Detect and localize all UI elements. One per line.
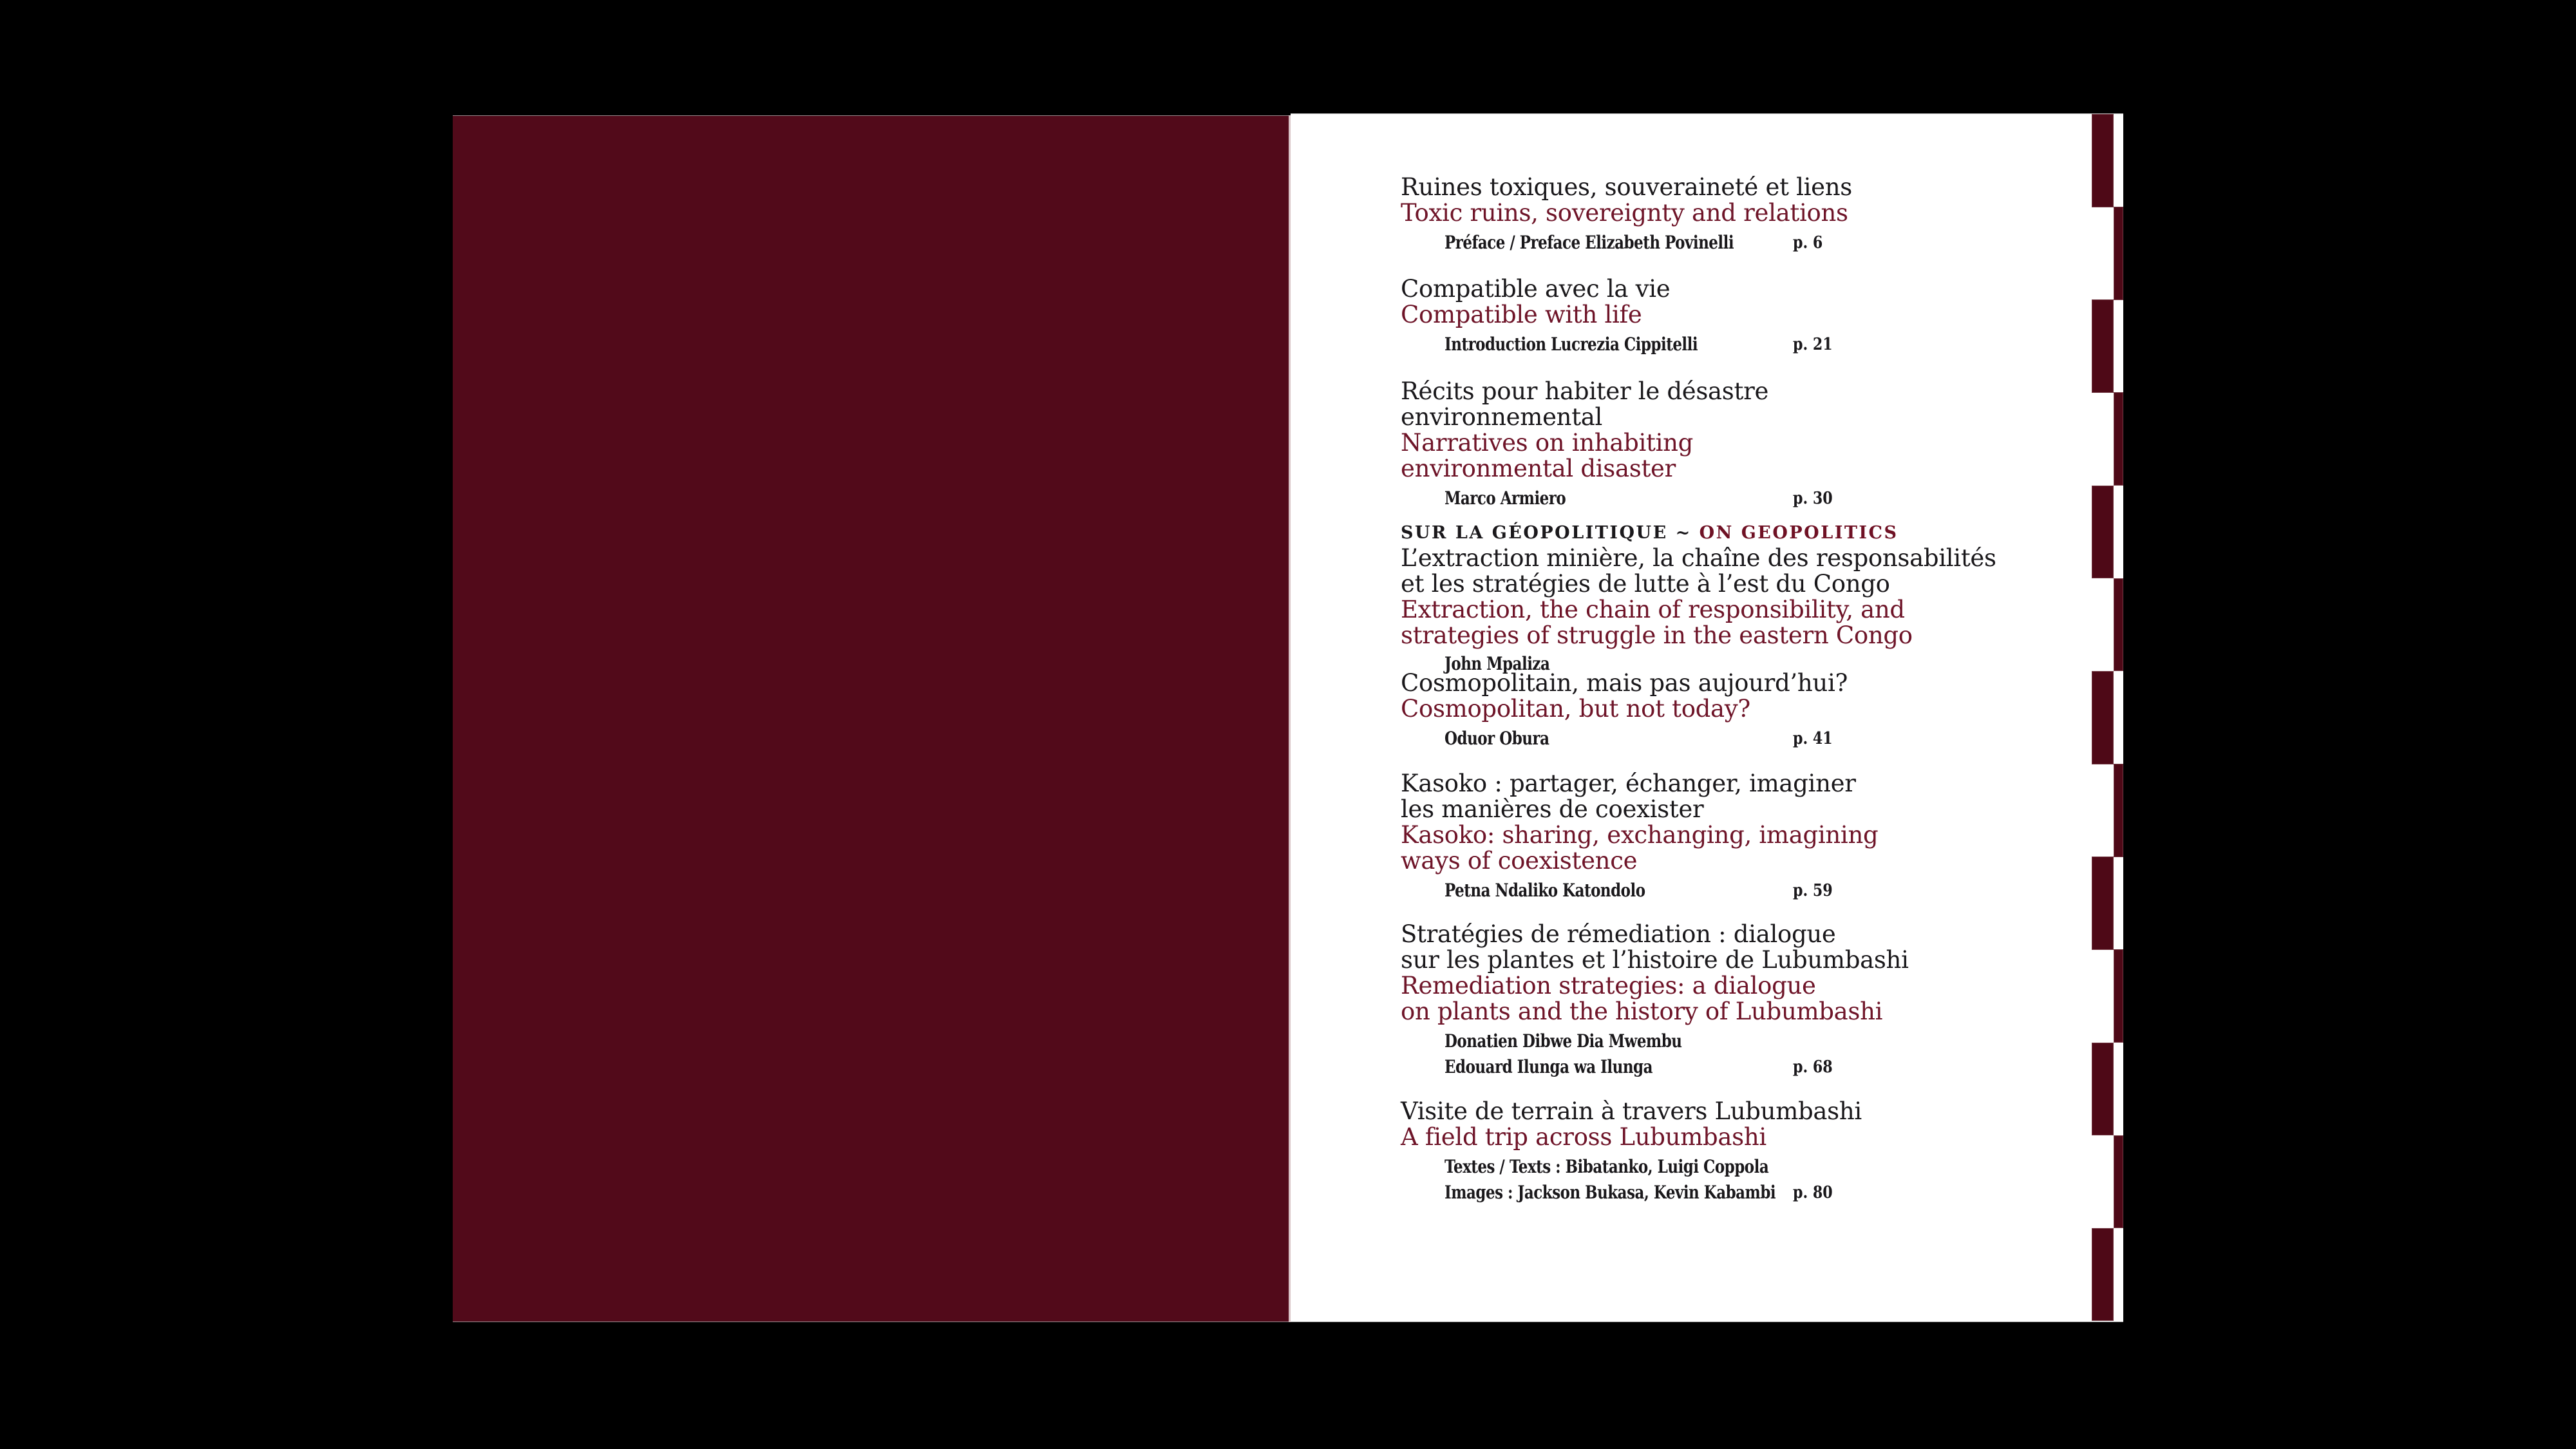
entry-title-en: A field trip across Lubumbashi <box>1401 1123 1766 1151</box>
edge-tab-outer <box>2114 207 2123 300</box>
entry-title-en: on plants and the history of Lubumbashi <box>1401 998 1883 1025</box>
edge-tab-inner <box>2092 857 2114 950</box>
section-header-en: ON GEOPOLITICS <box>1699 523 1899 543</box>
edge-tab-outer <box>2114 1135 2123 1229</box>
credit-text: Introduction Lucrezia Cippitelli <box>1444 334 1698 355</box>
entry-title-en: Cosmopolitan, but not today? <box>1401 695 1750 723</box>
entry-title-fr: et les stratégies de lutte à l’est du Congo <box>1401 570 1890 598</box>
page-number: p. 68 <box>1793 1057 1833 1077</box>
page-edge-tabs <box>2092 114 2123 1321</box>
entry-title-fr: Stratégies de rémediation : dialogue <box>1401 920 1836 948</box>
entry-title-en: strategies of struggle in the eastern Congo <box>1401 621 1913 649</box>
entry-credits <box>1401 486 2090 511</box>
entry-title-fr: environnemental <box>1401 403 1603 431</box>
toc-entry <box>1401 922 2090 1080</box>
credit-text: Oduor Obura <box>1444 728 1549 749</box>
page-number: p. 6 <box>1793 233 1823 252</box>
edge-tab-outer <box>2114 764 2123 857</box>
entry-title-fr: Compatible avec la vie <box>1401 275 1671 303</box>
credit-text: Donatien Dibwe Dia Mwembu <box>1444 1030 1682 1052</box>
entry-credits <box>1401 1154 2090 1206</box>
entry-title-fr: Cosmopolitain, mais pas aujourd’hui? <box>1401 669 1848 697</box>
toc-entry <box>1401 175 2090 256</box>
entry-title-en: Compatible with life <box>1401 301 1642 328</box>
section-header <box>1401 521 2090 545</box>
credit-row <box>1401 1154 2090 1180</box>
credit-row <box>1401 1054 2090 1080</box>
toc-entry <box>1401 276 2090 357</box>
credit-text: John Mpaliza <box>1444 653 1550 674</box>
entry-title-fr: les manières de coexister <box>1401 795 1704 823</box>
credit-row <box>1401 878 2090 904</box>
entry-title-fr: Kasoko : partager, échanger, imaginer <box>1401 770 1856 797</box>
left-page-maroon <box>453 115 1289 1322</box>
entry-credits <box>1401 332 2090 357</box>
toc-entry <box>1401 771 2090 904</box>
edge-tab-inner <box>2092 114 2114 207</box>
entry-title-en: Kasoko: sharing, exchanging, imagining <box>1401 821 1879 849</box>
credit-row <box>1401 1028 2090 1054</box>
credit-text: Petna Ndaliko Katondolo <box>1444 880 1645 901</box>
entry-title-en: Remediation strategies: a dialogue <box>1401 972 1816 999</box>
entry-credits <box>1401 1028 2090 1080</box>
edge-tab-inner <box>2092 1228 2114 1321</box>
entry-title-en: Narratives on inhabiting <box>1401 429 1694 457</box>
entry-title-fr: L’extraction minière, la chaîne des responsabilités <box>1401 544 1996 572</box>
toc-entry <box>1401 1099 2090 1206</box>
credit-text: Images : Jackson Bukasa, Kevin Kabambi <box>1444 1182 1776 1203</box>
credit-row <box>1401 230 2090 256</box>
toc-entry <box>1401 379 2090 511</box>
entry-title-fr: sur les plantes et l’histoire de Lubumbashi <box>1401 946 1909 974</box>
edge-tab-inner <box>2092 486 2114 579</box>
credit-row <box>1401 332 2090 357</box>
edge-tab-inner <box>2092 1043 2114 1136</box>
credit-text: Préface / Preface Elizabeth Povinelli <box>1444 232 1734 253</box>
right-page-toc <box>1291 113 2123 1322</box>
entry-credits <box>1401 230 2090 256</box>
page-number: p. 30 <box>1793 489 1833 508</box>
page-number: p. 21 <box>1793 335 1833 354</box>
edge-tab-outer <box>2114 578 2123 672</box>
page-number: p. 41 <box>1793 729 1833 748</box>
entry-title-en: environmental disaster <box>1401 455 1676 482</box>
entry-title-fr: Récits pour habiter le désastre <box>1401 377 1769 405</box>
edge-tab-outer <box>2114 392 2123 486</box>
page-number: p. 59 <box>1793 881 1833 900</box>
toc-entry <box>1401 670 2090 752</box>
entry-title-fr: Ruines toxiques, souveraineté et liens <box>1401 173 1852 201</box>
credit-row <box>1401 726 2090 752</box>
section-header-fr: SUR LA GÉOPOLITIQUE <box>1401 523 1668 543</box>
credit-text: Edouard Ilunga wa Ilunga <box>1444 1056 1653 1077</box>
credit-text: Marco Armiero <box>1444 488 1566 509</box>
edge-tab-inner <box>2092 299 2114 393</box>
entry-title-en: ways of coexistence <box>1401 847 1638 875</box>
section-header-separator: ~ <box>1667 523 1700 543</box>
credit-text: Textes / Texts : Bibatanko, Luigi Coppola <box>1444 1156 1769 1177</box>
entry-title-en: Toxic ruins, sovereignty and relations <box>1401 199 1848 227</box>
page-number: p. 80 <box>1793 1183 1833 1202</box>
credit-row <box>1401 1180 2090 1206</box>
entry-title-fr: Visite de terrain à travers Lubumbashi <box>1401 1097 1862 1125</box>
credit-row <box>1401 486 2090 511</box>
entry-credits <box>1401 726 2090 752</box>
entry-title-en: Extraction, the chain of responsibility, and <box>1401 596 1905 623</box>
edge-tab-inner <box>2092 671 2114 764</box>
edge-tab-outer <box>2114 949 2123 1043</box>
entry-credits <box>1401 878 2090 904</box>
toc-entry <box>1401 521 2090 676</box>
